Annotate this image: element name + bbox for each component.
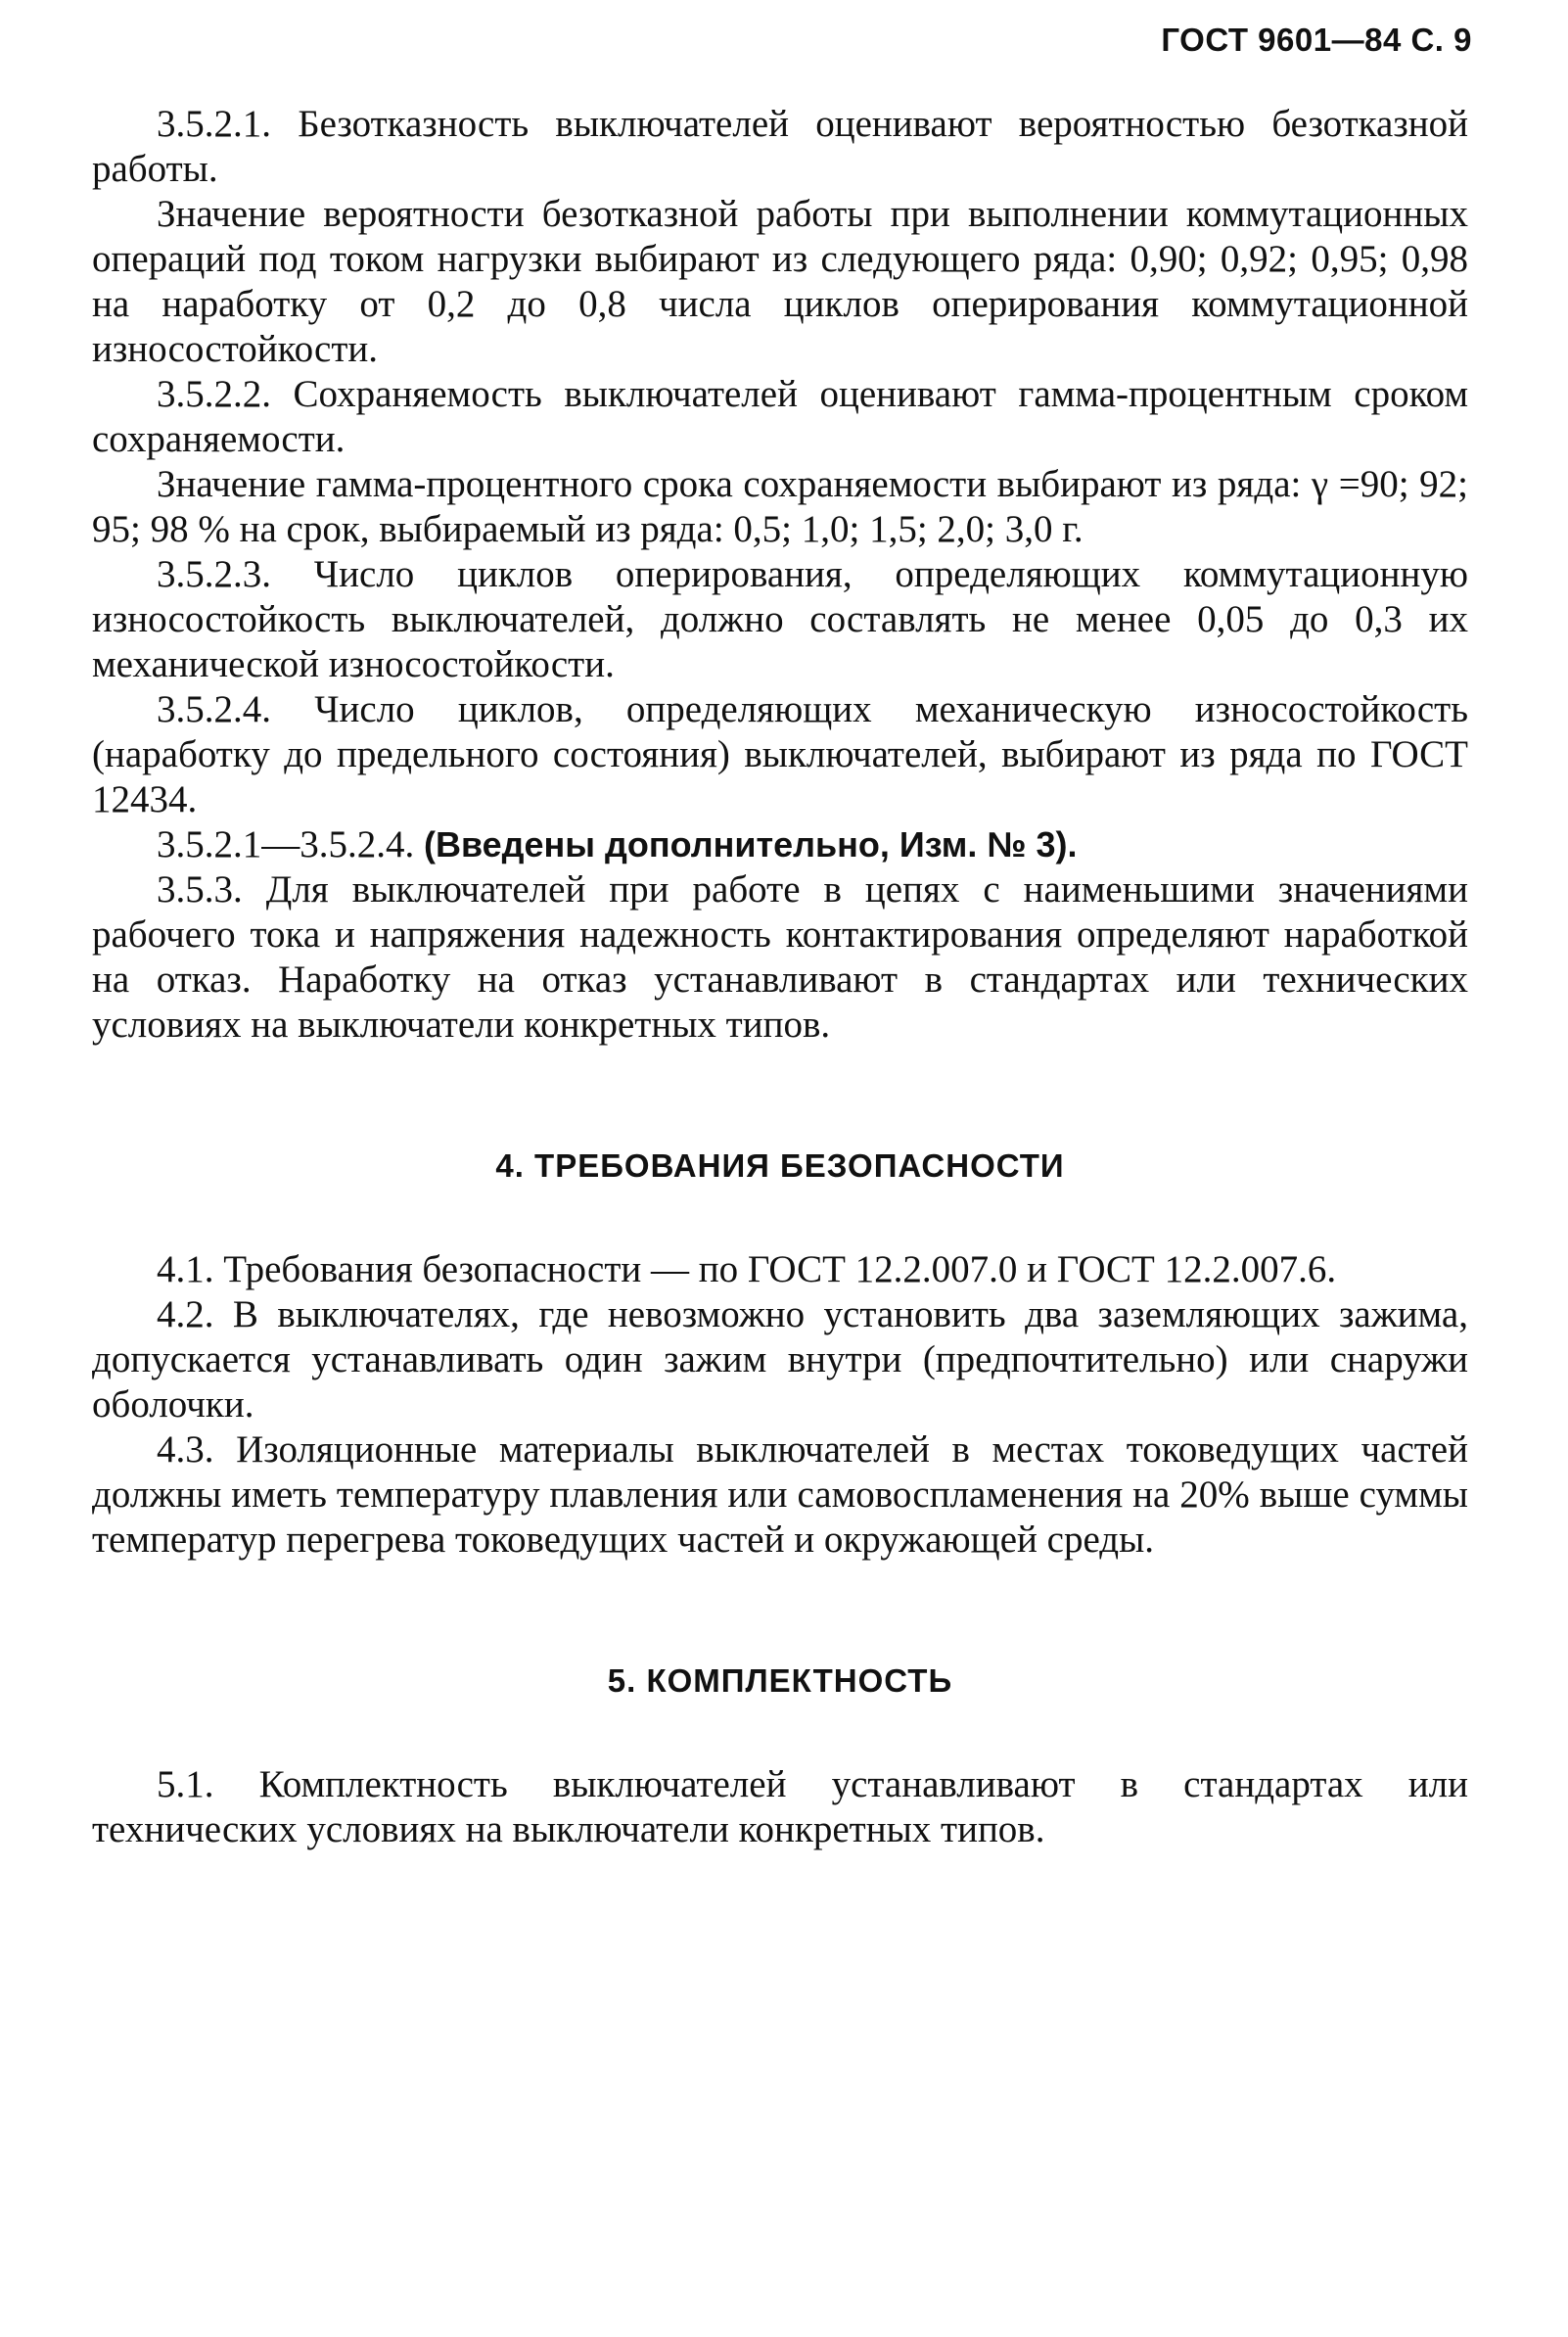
amendment-text: (Введены дополнительно, Изм. № 3). bbox=[424, 824, 1078, 865]
paragraph-probability-values: Значение вероятности безотказной работы при выполнении коммутационных операций под током нагрузки выбирают из следующего ряда: 0,90; 0,92; 0,95; 0,98 на наработку от 0,2 до 0,8 числа циклов оперирования коммутационной износостойкости. bbox=[92, 193, 1468, 370]
paragraph-3-5-2-4: 3.5.2.4. Число циклов, определяющих механическую износостойкость (наработку до предельного состояния) выключателей, выбирают из ряда по ГОСТ 12434. bbox=[92, 688, 1468, 820]
amendment-note bbox=[92, 822, 1468, 867]
paragraph-5-1: 5.1. Комплектность выключателей устанавливают в стандартах или технических условиях на выключатели конкретных типов. bbox=[92, 1763, 1468, 1850]
amendment-prefix: 3.5.2.1—3.5.2.4. bbox=[157, 823, 424, 865]
paragraph-3-5-3: 3.5.3. Для выключателей при работе в цепях с наименьшими значениями рабочего тока и напряжения надежность контактирования определяют наработкой на отказ. Наработку на отказ устанавливают в стандартах или технических условиях на выключатели конкретных типов. bbox=[92, 868, 1468, 1046]
page-header: ГОСТ 9601—84 С. 9 bbox=[1161, 22, 1472, 58]
paragraph-4-1: 4.1. Требования безопасности — по ГОСТ 12.2.007.0 и ГОСТ 12.2.007.6. bbox=[157, 1248, 1337, 1290]
paragraph-3-5-2-3: 3.5.2.3. Число циклов оперирования, определяющих коммутационную износостойкость выключателей, должно составлять не менее 0,05 до 0,3 их механической износостойкости. bbox=[92, 553, 1468, 685]
document-body bbox=[92, 102, 1468, 1852]
paragraph-3-5-2-1: 3.5.2.1. Безотказность выключателей оценивают вероятностью безотказной работы. bbox=[92, 103, 1468, 190]
paragraph-3-5-2-2: 3.5.2.2. Сохраняемость выключателей оценивают гамма-процентным сроком сохраняемости. bbox=[92, 373, 1468, 460]
paragraph-4-2: 4.2. В выключателях, где невозможно установить два заземляющих зажима, допускается устанавливать один зажим внутри (предпочтительно) или снаружи оболочки. bbox=[92, 1293, 1468, 1426]
paragraph-gamma-values: Значение гамма-процентного срока сохраняемости выбирают из ряда: γ =90; 92; 95; 98 % на срок, выбираемый из ряда: 0,5; 1,0; 1,5; 2,0; 3,0 г. bbox=[92, 463, 1468, 550]
paragraph-4-3: 4.3. Изоляционные материалы выключателей в местах токоведущих частей должны иметь температуру плавления или самовоспламенения на 20% выше суммы температур перегрева токоведущих частей и окружающей среды. bbox=[92, 1428, 1468, 1561]
section-5-heading: 5. КОМПЛЕКТНОСТЬ bbox=[607, 1662, 953, 1699]
section-4-heading: 4. ТРЕБОВАНИЯ БЕЗОПАСНОСТИ bbox=[495, 1147, 1065, 1184]
